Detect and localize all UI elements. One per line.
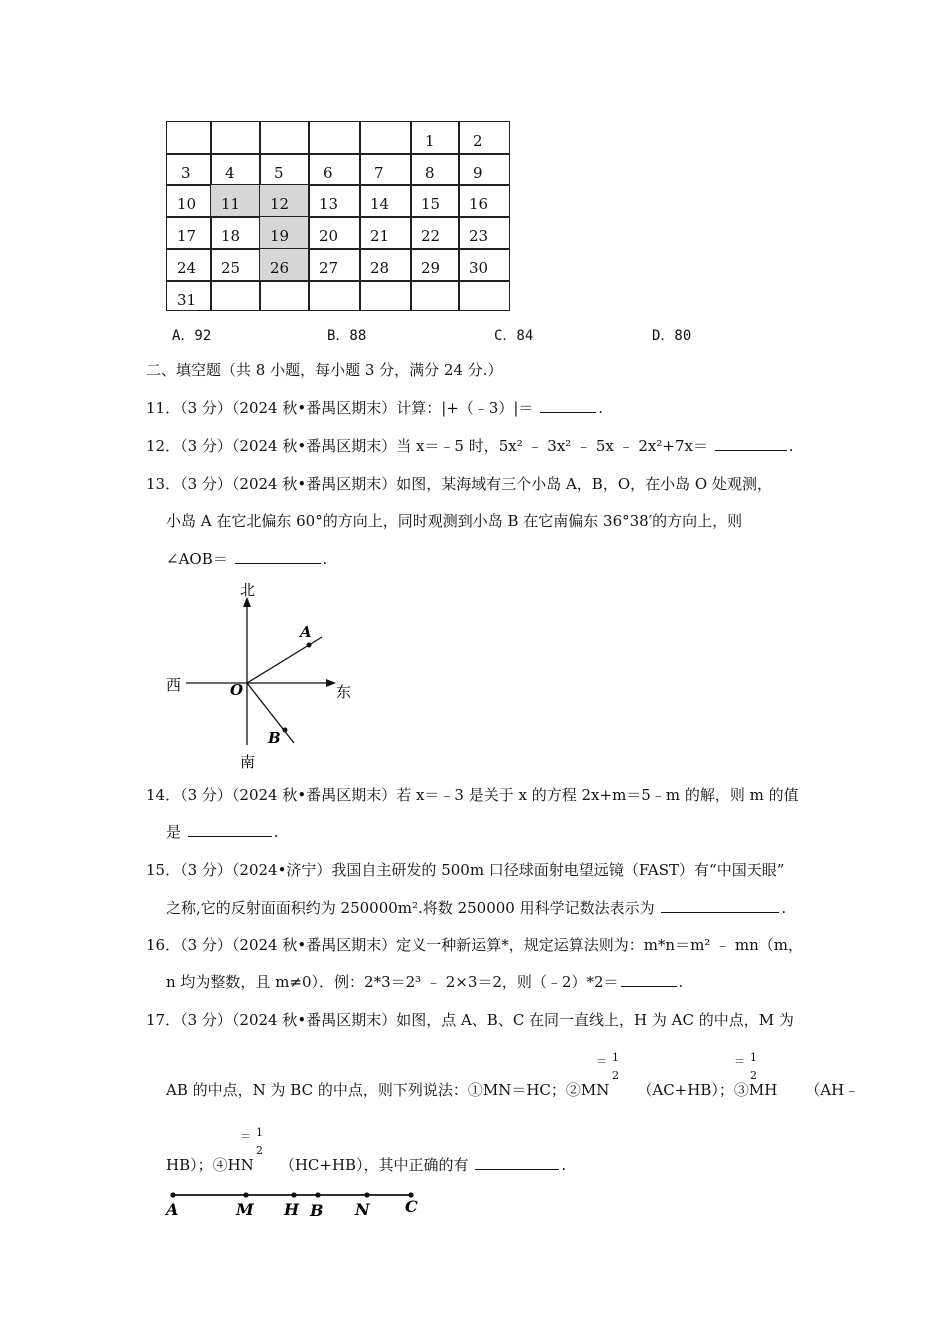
calendar-cell: [210, 216, 261, 250]
answer-blank: [235, 549, 321, 564]
calendar-day: 6: [323, 164, 333, 182]
calendar-cell: [410, 121, 460, 155]
calendar-cell: [166, 280, 212, 311]
fraction-half: [596, 1051, 619, 1082]
calendar-cell: [359, 121, 412, 155]
q15-text: 之称,它的反射面面积约为 250000m².将数 250000 用科学记数法表示为: [166, 899, 655, 917]
q14-end: .: [273, 823, 279, 841]
frac-num: 1: [256, 1126, 263, 1139]
point-h: [291, 1192, 296, 1197]
point-n: [364, 1192, 369, 1197]
calendar-cell: [359, 153, 412, 186]
q17-part-e: （HC+HB），其中正确的有: [279, 1156, 469, 1174]
frac-den: 2: [612, 1069, 619, 1082]
calendar-cell: [458, 153, 510, 186]
question-13-line1: 13．（3 分）（2024 秋•番禺区期末）如图，某海域有三个小岛 A，B，O，在小岛 O 处观测，: [146, 475, 772, 493]
calendar-cell: [410, 248, 460, 282]
calendar-cell: [166, 121, 212, 155]
calendar-cell: [458, 216, 510, 250]
q17-part-d: HB）；④HN: [166, 1156, 254, 1174]
q16-text: n 均为整数，且 m≠0）．例：2*3＝2³ ﹣ 2×3＝2，则（﹣2）*2＝: [166, 973, 619, 991]
north-label: 北: [240, 581, 256, 599]
choice-d: D．80: [652, 328, 692, 344]
question-16-line1: 16．（3 分）（2024 秋•番禺区期末）定义一种新运算*，规定运算法则为：m*n＝m² ﹣ mn（m，: [146, 936, 803, 954]
answer-blank: [715, 436, 787, 451]
frac-eq: ＝: [240, 1130, 251, 1143]
calendar-day: 28: [370, 259, 390, 277]
frac-eq: ＝: [596, 1055, 607, 1068]
q14-text: 是: [166, 823, 182, 841]
question-15-line2: [166, 898, 786, 918]
question-13-line3: [166, 549, 327, 569]
east-label: 东: [336, 683, 352, 701]
calendar-day: 8: [425, 164, 435, 182]
frac-den: 2: [256, 1144, 263, 1157]
calendar-cell: [458, 280, 510, 311]
calendar-day: 9: [473, 164, 483, 182]
calendar-cell: [410, 153, 460, 186]
q17-part-b: （AC+HB）；③MH: [637, 1081, 778, 1099]
compass-diagram: [160, 575, 360, 775]
question-11: [146, 398, 603, 418]
fraction-half: [240, 1126, 263, 1157]
question-16-line2: [166, 972, 683, 992]
calendar-day: 19: [270, 227, 290, 245]
q11-text: 11．（3 分）（2024 秋•番禺区期末）计算：|+（﹣3）|＝: [146, 399, 534, 417]
choice-c: C．84: [494, 328, 534, 344]
b-label: B: [268, 729, 281, 747]
origin-label: O: [230, 681, 244, 699]
calendar-cell: [458, 121, 510, 155]
calendar-day: 4: [225, 164, 235, 182]
q16-end: .: [678, 973, 684, 991]
calendar-cell: [210, 184, 261, 218]
answer-blank: [661, 898, 779, 913]
calendar-day: 15: [421, 195, 441, 213]
calendar-cell: [308, 280, 361, 311]
calendar-day: 26: [270, 259, 290, 277]
calendar-day: 20: [319, 227, 339, 245]
calendar-day: 14: [370, 195, 390, 213]
calendar-day: 7: [374, 164, 384, 182]
calendar-cell: [166, 153, 212, 186]
calendar-day: 23: [469, 227, 489, 245]
calendar-cell: [359, 216, 412, 250]
section-title: 二、填空题（共 8 小题，每小题 3 分，满分 24 分.）: [146, 361, 503, 379]
calendar-cell: [308, 248, 361, 282]
question-17-line3: [166, 1155, 566, 1175]
calendar-cell: [210, 121, 261, 155]
label-h: H: [284, 1200, 300, 1219]
label-b: B: [310, 1201, 324, 1220]
calendar-day: 29: [421, 259, 441, 277]
label-c: C: [405, 1197, 418, 1216]
q17-end: .: [561, 1156, 567, 1174]
choice-b: B．88: [327, 328, 367, 344]
frac-num: 1: [750, 1051, 757, 1064]
calendar-grid: [166, 121, 508, 309]
q11-end: .: [598, 399, 603, 417]
question-17-line2: [166, 1080, 859, 1100]
answer-blank: [621, 972, 677, 987]
calendar-day: 1: [425, 132, 435, 150]
calendar-cell: [410, 216, 460, 250]
choice-a: A．92: [172, 328, 212, 344]
point-b: [283, 728, 288, 733]
calendar-cell: [166, 216, 212, 250]
question-15-line1: 15．（3 分）（2024•济宁）我国自主研发的 500m 口径球面射电望远镜（FAST）有“中国天眼”: [146, 861, 785, 879]
west-label: 西: [166, 676, 182, 694]
calendar-day: 30: [469, 259, 489, 277]
point-a: [170, 1192, 175, 1197]
calendar-cell: [308, 121, 361, 155]
label-a: A: [166, 1200, 179, 1219]
calendar-cell: [210, 248, 261, 282]
calendar-day: 10: [177, 195, 197, 213]
calendar-cell: [259, 184, 310, 218]
calendar-cell: [308, 216, 361, 250]
label-m: M: [236, 1200, 254, 1219]
answer-blank: [540, 398, 596, 413]
calendar-cell: [210, 153, 261, 186]
south-label: 南: [240, 753, 256, 771]
calendar-day: 11: [221, 195, 241, 213]
calendar-day: 25: [221, 259, 241, 277]
frac-eq: ＝: [734, 1055, 745, 1068]
calendar-cell: [259, 153, 310, 186]
q13-angle: ∠AOB＝: [166, 550, 228, 568]
calendar-day: 18: [221, 227, 241, 245]
question-14-line2: [166, 822, 279, 842]
question-14-line1: 14．（3 分）（2024 秋•番禺区期末）若 x＝﹣3 是关于 x 的方程 2x+m＝5﹣m 的解，则 m 的值: [146, 786, 799, 804]
calendar-day: 12: [270, 195, 290, 213]
point-m: [243, 1192, 248, 1197]
calendar-cell: [359, 280, 412, 311]
calendar-day: 31: [177, 291, 197, 309]
calendar-cell: [458, 248, 510, 282]
frac-den: 2: [750, 1069, 757, 1082]
question-17-line1: 17．（3 分）（2024 秋•番禺区期末）如图，点 A、B、C 在同一直线上，H 为 AC 的中点，M 为: [146, 1011, 794, 1029]
q17-part-c: （AH﹣: [805, 1081, 860, 1099]
calendar-day: 24: [177, 259, 197, 277]
calendar-cell: [359, 248, 412, 282]
fraction-half: [734, 1051, 757, 1082]
calendar-cell: [410, 280, 460, 311]
point-a: [307, 643, 312, 648]
calendar-cell: [410, 184, 460, 218]
calendar-day: 5: [274, 164, 284, 182]
calendar-cell: [259, 248, 310, 282]
question-13-line2: 小岛 A 在它北偏东 60°的方向上，同时观测到小岛 B 在它南偏东 36°38′的方向上，则: [166, 512, 743, 530]
q12-end: .: [788, 437, 794, 455]
calendar-day: 16: [469, 195, 489, 213]
calendar-cell: [259, 280, 310, 311]
calendar-day: 22: [421, 227, 441, 245]
calendar-day: 17: [177, 227, 197, 245]
calendar-cell: [210, 280, 261, 311]
q12-text: 12．（3 分）（2024 秋•番禺区期末）当 x＝﹣5 时，5x² ﹣ 3x² ﹣ 5x ﹣ 2x²+7x＝: [146, 437, 708, 455]
answer-blank: [188, 822, 272, 837]
calendar-cell: [259, 216, 310, 250]
q13-end: .: [322, 550, 328, 568]
label-n: N: [355, 1200, 370, 1219]
calendar-cell: [166, 248, 212, 282]
calendar-day: 3: [181, 164, 191, 182]
calendar-day: 2: [473, 132, 483, 150]
calendar-day: 21: [370, 227, 390, 245]
a-label: A: [300, 623, 312, 641]
calendar-cell: [458, 184, 510, 218]
calendar-day: 13: [319, 195, 339, 213]
calendar-day: 27: [319, 259, 339, 277]
answer-blank: [475, 1155, 559, 1170]
point-b: [315, 1192, 320, 1197]
calendar-cell: [166, 184, 212, 218]
calendar-cell: [359, 184, 412, 218]
question-12: [146, 436, 794, 456]
calendar-cell: [308, 153, 361, 186]
q15-end: .: [781, 899, 787, 917]
calendar-cell: [308, 184, 361, 218]
segment-diagram: [160, 1185, 440, 1225]
frac-num: 1: [612, 1051, 619, 1064]
q17-part-a: AB 的中点，N 为 BC 的中点，则下列说法：①MN＝HC；②MN: [166, 1081, 610, 1099]
calendar-cell: [259, 121, 310, 155]
